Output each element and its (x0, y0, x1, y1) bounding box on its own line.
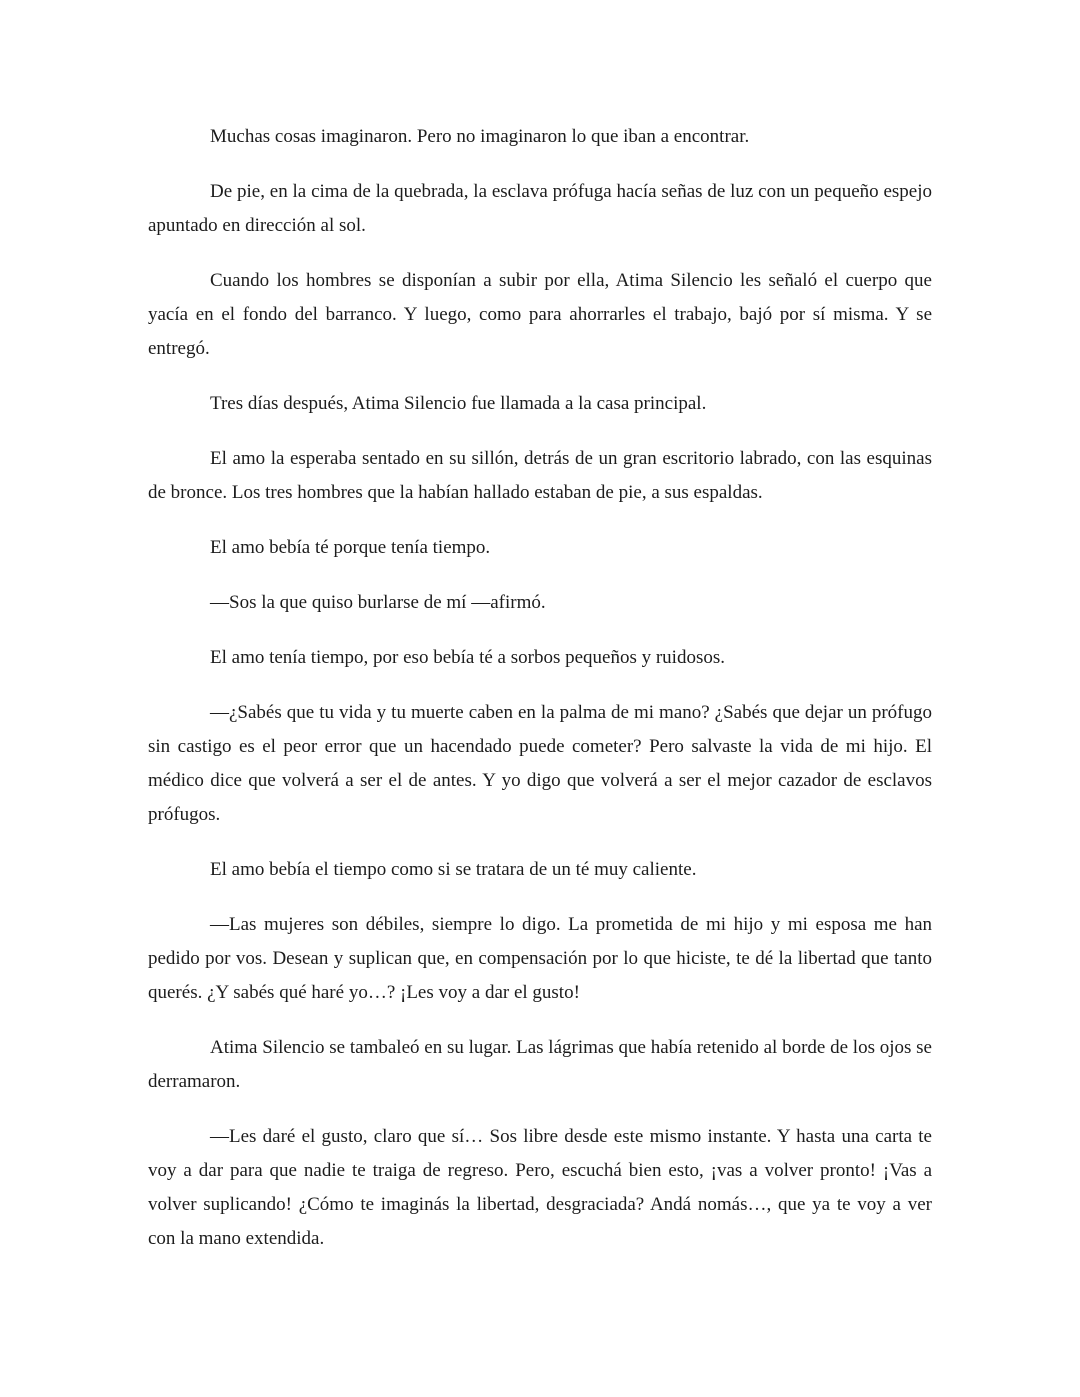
paragraph-3: Cuando los hombres se disponían a subir por ella, Atima Silencio les señaló el cuerpo que yacía en el fondo del barranco. Y luego, como para ahorrarles el trabajo, bajó por sí misma. Y se entregó. (148, 270, 932, 359)
paragraph-13: —Les daré el gusto, claro que sí… Sos libre desde este mismo instante. Y hasta una carta te voy a dar para que nadie te traiga de regreso. Pero, escuchá bien esto, ¡vas a volver pronto! ¡Vas a volver suplicando! ¿Cómo te imaginás la libertad, desgraciada? Andá nomás…, que ya te voy a ver con la mano extendida. (148, 1126, 932, 1249)
paragraph-9: —¿Sabés que tu vida y tu muerte caben en la palma de mi mano? ¿Sabés que dejar un prófugo sin castigo es el peor error que un hacendado puede cometer? Pero salvaste la vida de mi hijo. El médico dice que volverá a ser el de antes. Y yo digo que volverá a ser el mejor cazador de esclavos prófugos. (148, 702, 932, 825)
paragraph-10: El amo bebía el tiempo como si se tratara de un té muy caliente. (210, 859, 697, 880)
paragraph-2: De pie, en la cima de la quebrada, la esclava prófuga hacía señas de luz con un pequeño espejo apuntado en dirección al sol. (148, 181, 932, 236)
paragraph-7: —Sos la que quiso burlarse de mí —afirmó. (210, 592, 546, 613)
paragraph-6: El amo bebía té porque tenía tiempo. (210, 537, 491, 558)
paragraph-4: Tres días después, Atima Silencio fue llamada a la casa principal. (210, 393, 707, 414)
paragraph-11: —Las mujeres son débiles, siempre lo digo. La prometida de mi hijo y mi esposa me han pedido por vos. Desean y suplican que, en compensación por lo que hiciste, te dé la libertad que tanto querés. ¿Y sabés qué haré yo…? ¡Les voy a dar el gusto! (148, 914, 932, 1003)
paragraph-8: El amo tenía tiempo, por eso bebía té a sorbos pequeños y ruidosos. (210, 647, 726, 668)
paragraph-12: Atima Silencio se tambaleó en su lugar. Las lágrimas que había retenido al borde de los ojos se derramaron. (148, 1037, 932, 1092)
paragraph-1: Muchas cosas imaginaron. Pero no imaginaron lo que iban a encontrar. (210, 126, 750, 147)
paragraph-5: El amo la esperaba sentado en su sillón, detrás de un gran escritorio labrado, con las esquinas de bronce. Los tres hombres que la habían hallado estaban de pie, a sus espaldas. (148, 448, 932, 503)
